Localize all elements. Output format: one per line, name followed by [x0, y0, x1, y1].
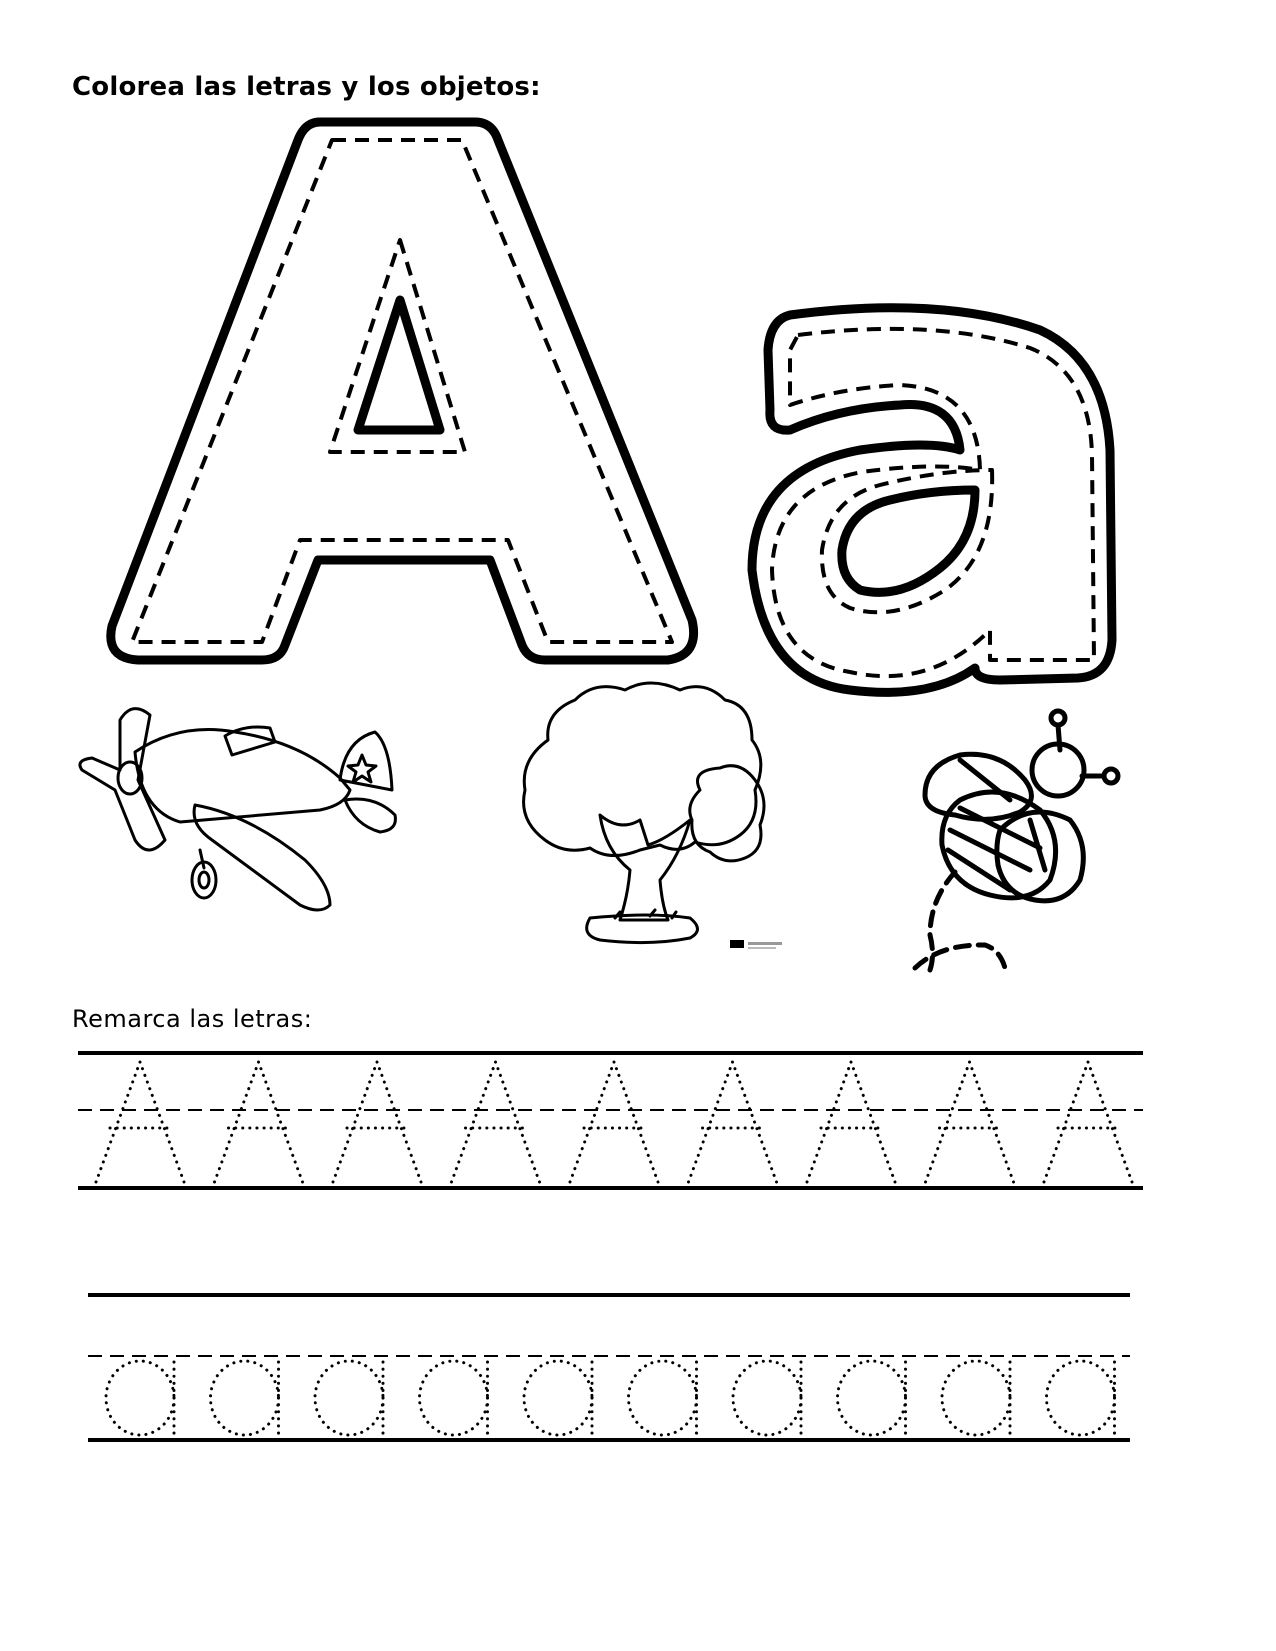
traceable-lowercase-a: [211, 1361, 279, 1435]
big-uppercase-a-outline: [111, 122, 694, 660]
traceable-uppercase-a: [807, 1062, 895, 1182]
traceable-lowercase-a: [838, 1361, 906, 1435]
traceable-uppercase-a: [570, 1062, 658, 1182]
bee-icon: [915, 711, 1118, 970]
traceable-lowercase-a: [1047, 1361, 1115, 1435]
traceable-lowercase-a: [524, 1361, 592, 1435]
traceable-lowercase-a: [420, 1361, 488, 1435]
traceable-uppercase-a: [689, 1062, 777, 1182]
traceable-uppercase-a: [1044, 1062, 1132, 1182]
traceable-lowercase-a: [942, 1361, 1010, 1435]
lowercase-trace-row: [106, 1361, 1115, 1435]
traceable-lowercase-a: [629, 1361, 697, 1435]
uppercase-trace-row: [96, 1062, 1132, 1182]
traceable-lowercase-a: [315, 1361, 383, 1435]
uppercase-guide-lines: [78, 1053, 1143, 1188]
watermark-logo: [730, 940, 782, 949]
tree-icon: [524, 683, 764, 943]
lowercase-guide-lines: [88, 1295, 1130, 1440]
big-lowercase-a-outline: [752, 308, 1112, 693]
traceable-lowercase-a: [733, 1361, 801, 1435]
trace-instruction: Remarca las letras:: [72, 1005, 313, 1033]
color-instruction: Colorea las letras y los objetos:: [72, 72, 541, 102]
traceable-uppercase-a: [452, 1062, 540, 1182]
traceable-uppercase-a: [333, 1062, 421, 1182]
traceable-uppercase-a: [926, 1062, 1014, 1182]
airplane-icon: [80, 709, 395, 910]
traceable-lowercase-a: [106, 1361, 174, 1435]
traceable-uppercase-a: [215, 1062, 303, 1182]
traceable-uppercase-a: [96, 1062, 184, 1182]
